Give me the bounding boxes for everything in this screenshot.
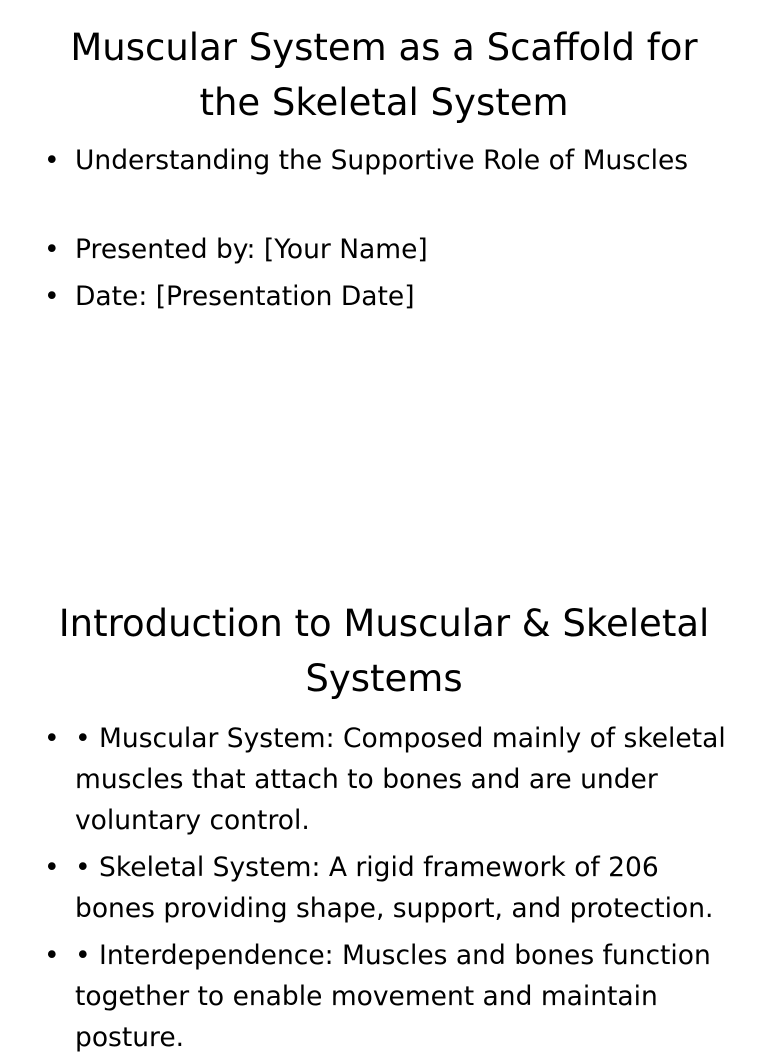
bullet-item-presenter: • Presented by: [Your Name] <box>44 230 734 270</box>
bullet-item-subtitle: • Understanding the Supportive Role of Muscles <box>44 141 734 181</box>
bullet-list <box>44 718 734 1064</box>
bullet-item-muscular-system: • • Muscular System: Composed mainly of skeletal muscles that attach to bones and are under voluntary control. <box>44 718 734 841</box>
slide-title: Introduction to Muscular & Skeletal Systems <box>58 602 710 700</box>
bullet-list <box>44 141 734 324</box>
bullet-item-interdependence: • • Interdependence: Muscles and bones function together to enable movement and maintain posture. <box>44 935 734 1058</box>
bullet-item-date: • Date: [Presentation Date] <box>44 277 734 317</box>
slide-title: Muscular System as a Scaffold for the Skeletal System <box>70 26 698 124</box>
slide-2 <box>0 576 768 1053</box>
bullet-item-skeletal-system: • • Skeletal System: A rigid framework of 206 bones providing shape, support, and protection. <box>44 847 734 929</box>
